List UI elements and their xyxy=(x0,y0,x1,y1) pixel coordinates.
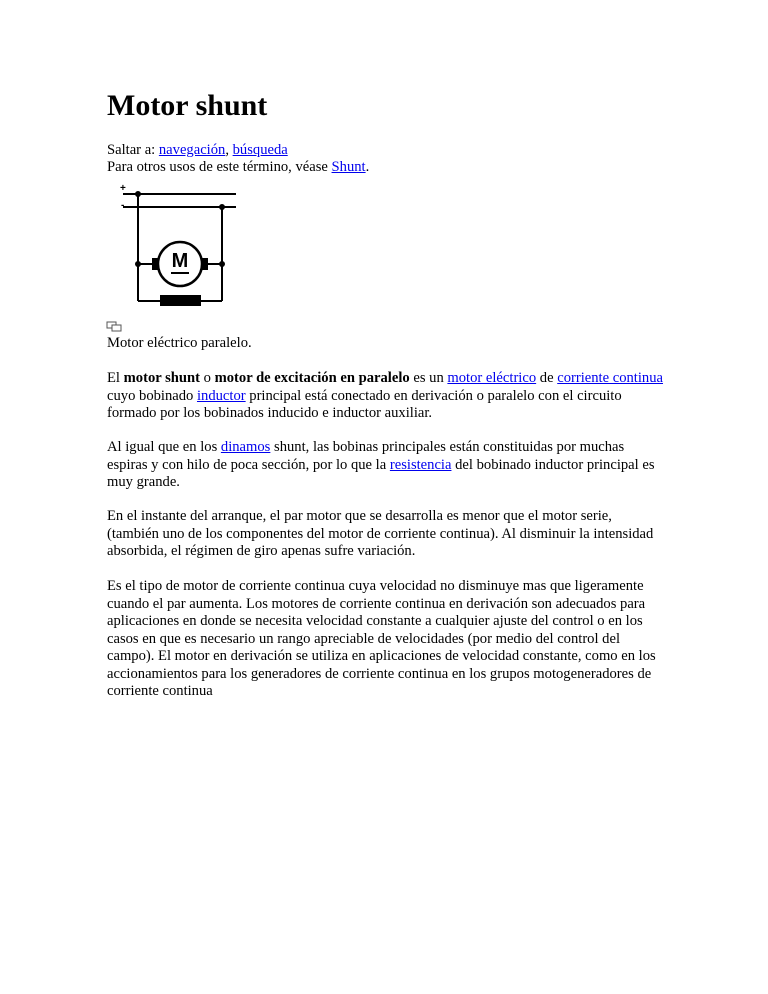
term-motor-shunt: motor shunt xyxy=(123,370,200,386)
motor-electrico-link[interactable]: motor eléctrico xyxy=(447,370,537,386)
jump-prefix: Saltar a: xyxy=(107,142,159,158)
page-title: Motor shunt xyxy=(107,89,268,122)
shunt-link[interactable]: Shunt xyxy=(331,159,366,175)
shunt-motor-diagram[interactable] xyxy=(116,183,240,307)
field-winding xyxy=(160,295,201,306)
term-motor-paralelo: motor de excitación en paralelo xyxy=(214,370,410,386)
figure-caption: Motor eléctrico paralelo. xyxy=(107,335,252,351)
junction-dot-right xyxy=(219,204,225,210)
junction-dot-mid xyxy=(219,261,225,267)
inductor-link[interactable]: inductor xyxy=(196,387,246,404)
magnify-icon[interactable] xyxy=(106,321,122,333)
resistencia-link[interactable]: resistencia xyxy=(389,456,452,473)
dinamos-paragraph: Al igual que en los dinamos shunt, las bobinas principales están constituidas por muchas espiras y con hilo de poca sección, por lo que la resistencia del bobinado inductor principal es muy grande. xyxy=(107,439,655,490)
other-uses-prefix: Para otros usos de este término, véase xyxy=(107,159,332,175)
motor-letter: M xyxy=(171,250,189,272)
navigation-link[interactable]: navegación xyxy=(158,142,226,158)
other-uses-suffix: . xyxy=(365,159,370,175)
jump-separator: , xyxy=(225,142,233,158)
dinamos-link[interactable]: dinamos xyxy=(220,439,271,455)
velocidad-paragraph: Es el tipo de motor de corriente continua cuya velocidad no disminuye mas que ligeramente cuando el par aumenta. Los motores de corriente continua en derivación son adecuados para aplicaciones en donde se necesita velocidad constante a cualquier ajuste del control o en los casos en que es necesario un rango apreciable de velocidades (por medio del control del campo). El motor en derivación se utiliza en aplicaciones de velocidad constante, como en los accionamientos para los generadores de corriente continua en los grupos motogeneradores de corriente continua xyxy=(107,578,656,699)
intro-paragraph: El motor shunt o motor de excitación en paralelo es un motor eléctrico de corriente continua cuyo bobinado inductor principal está conectado en derivación o paralelo con el circuito formado por los bobinados inducido e inductor auxiliar. xyxy=(107,370,663,421)
arranque-paragraph: En el instante del arranque, el par motor que se desarrolla es menor que el motor serie, (también uno de los componentes del motor de corriente continua). Al disminuir la intensidad absorbida, el régimen de giro apenas sufre variación. xyxy=(107,508,654,559)
junction-dot-left xyxy=(135,261,141,267)
corriente-continua-link[interactable]: corriente continua xyxy=(557,370,663,386)
disambiguation-note xyxy=(107,159,369,176)
search-link[interactable]: búsqueda xyxy=(232,142,288,158)
jump-links xyxy=(107,142,288,159)
minus-sign: - xyxy=(121,200,125,211)
junction-dot-top xyxy=(135,191,141,197)
plus-sign: + xyxy=(120,183,126,194)
